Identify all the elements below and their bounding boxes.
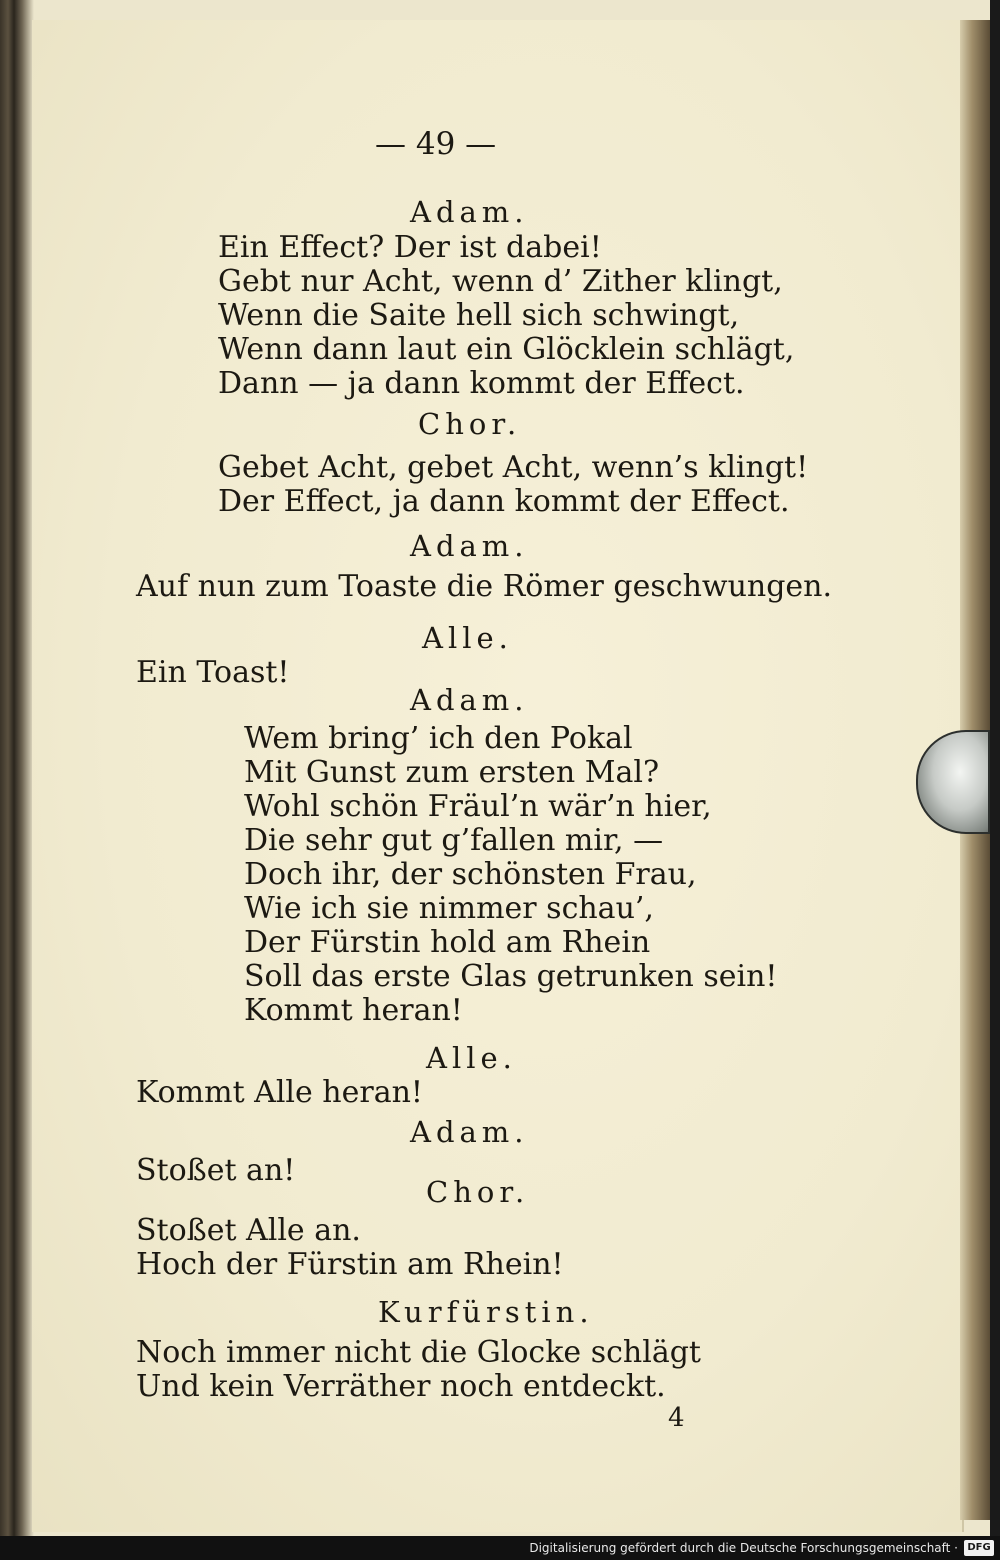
footer-credit: Digitalisierung gefördert durch die Deutsche Forschungsgemeinschaft · (529, 1541, 958, 1555)
speaker-label: Alle. (426, 1041, 517, 1075)
text-line: Gebet Acht, gebet Acht, wenn’s klingt! (218, 450, 809, 485)
text-line: Kommt Alle heran! (136, 1075, 423, 1110)
text-line: Stoßet Alle an. (136, 1213, 361, 1248)
page-number: — 49 — (375, 126, 497, 162)
dfg-logo-icon: DFG (964, 1540, 994, 1556)
text-line: Auf nun zum Toaste die Römer geschwungen. (136, 569, 833, 604)
speaker-label: Adam. (410, 1115, 529, 1149)
text-line: Der Effect, ja dann kommt der Effect. (218, 484, 790, 519)
speaker-label: Chor. (426, 1175, 530, 1209)
speaker-label: Kurfürstin. (378, 1295, 594, 1329)
speaker-label: Alle. (422, 621, 513, 655)
text-line: Ein Toast! (136, 655, 290, 690)
text-line: Die sehr gut g’fallen mir, — (244, 823, 664, 858)
text-line: Der Fürstin hold am Rhein (244, 925, 651, 960)
text-line: Wem bring’ ich den Pokal (244, 721, 633, 756)
text-line: Gebt nur Acht, wenn d’ Zither klingt, (218, 264, 783, 299)
text-line: Wohl schön Fräul’n wär’n hier, (244, 789, 712, 824)
speaker-label: Adam. (410, 195, 529, 229)
speaker-label: Chor. (418, 407, 522, 441)
speaker-label: Adam. (410, 683, 529, 717)
text-line: Noch immer nicht die Glocke schlägt (136, 1335, 701, 1370)
text-line: Dann — ja dann kommt der Effect. (218, 366, 745, 401)
text-line: Doch ihr, der schönsten Frau, (244, 857, 697, 892)
text-line: Ein Effect? Der ist dabei! (218, 230, 602, 265)
text-line: Wie ich sie nimmer schau’, (244, 891, 654, 926)
speaker-label: Adam. (410, 529, 529, 563)
text-line: Wenn die Saite hell sich schwingt, (218, 298, 740, 333)
digitization-footer (0, 1536, 1000, 1560)
text-line: Mit Gunst zum ersten Mal? (244, 755, 660, 790)
signature-mark: 4 (668, 1403, 685, 1433)
text-line: Und kein Verräther noch entdeckt. (136, 1369, 666, 1404)
text-line: Hoch der Fürstin am Rhein! (136, 1247, 564, 1282)
text-line: Stoßet an! (136, 1153, 296, 1188)
text-line: Kommt heran! (244, 993, 463, 1028)
text-line: Soll das erste Glas getrunken sein! (244, 959, 778, 994)
text-line: Wenn dann laut ein Glöcklein schlägt, (218, 332, 795, 367)
